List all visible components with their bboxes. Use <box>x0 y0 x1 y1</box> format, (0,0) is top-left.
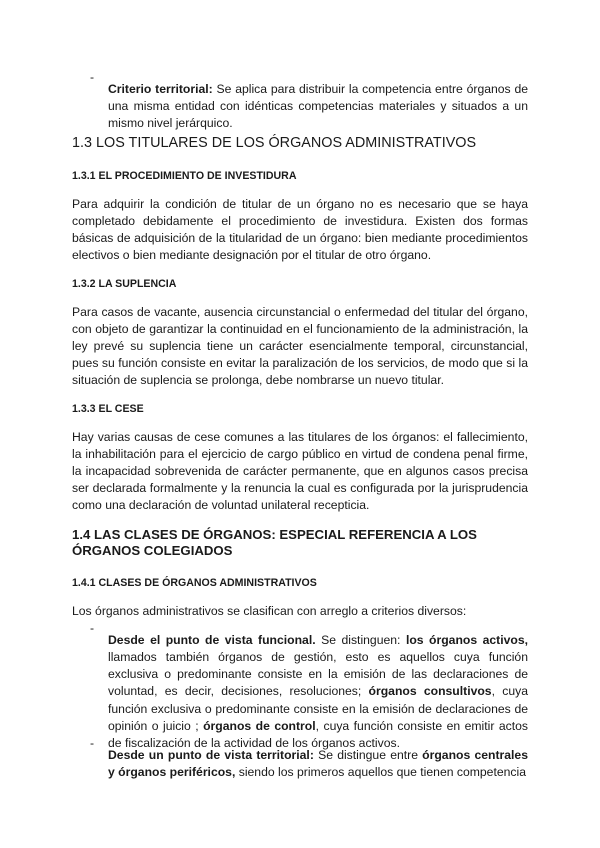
bullet-criterio-territorial <box>90 69 528 145</box>
paragraph-suplencia: Para casos de vacante, ausencia circunstancial o enfermedad del titular del órgano, con objeto de garantizar la continuidad en el funcionamiento de la administración, la ley prevé su suplencia tiene un carácter esencialmente temporal, circunstancial, pues su función consiste en evitar la paralización de los servicios, de modo que si la situación de suplencia se prolonga, debe nombrarse un nuevo titular. <box>72 305 528 388</box>
bullet-term: Criterio territorial: <box>108 82 213 97</box>
bullet-text: Desde un punto de vista territorial: Se distingue entre órganos centrales y órganos periféricos, siendo los primeros aquellos que tienen competencia <box>108 748 528 780</box>
bullet-dash: - <box>90 70 95 84</box>
section-heading-1-4: 1.4 LAS CLASES DE ÓRGANOS: ESPECIAL REFERENCIA A LOS ÓRGANOS COLEGIADOS <box>72 527 477 558</box>
subsection-heading-1-3-1: 1.3.1 EL PROCEDIMIENTO DE INVESTIDURA <box>72 170 297 182</box>
bullet-dash: - <box>90 736 95 750</box>
subsection-heading-1-3-2: 1.3.2 LA SUPLENCIA <box>72 278 177 290</box>
paragraph-cese: Hay varias causas de cese comunes a las titulares de los órganos: el fallecimiento, la inhabilitación para el ejercicio de cargo público en virtud de condena penal firme, la incapacidad sobrevenida de carácter permanente, que en algunos casos precisa ser declarada formalmente y la renuncia la cual es configurada por la jurisprudencia como una declaración de voluntad unilateral recepticia. <box>72 430 528 513</box>
paragraph-investidura: Para adquirir la condición de titular de un órgano no es necesario que se haya completado debidamente el procedimiento de investidura. Existen dos formas básicas de adquisición de la titularidad de un órgano: bien mediante procedimientos electivos o bien mediante designación por el titular de otro órgano. <box>72 197 528 263</box>
subsection-heading-1-3-3: 1.3.3 EL CESE <box>72 403 144 415</box>
bullet-text: Criterio territorial: Se aplica para distribuir la competencia entre órganos de una misma entidad con idénticas competencias materiales y situados a un mismo nivel jerárquico. <box>108 82 528 131</box>
bullet-dash: - <box>90 621 95 635</box>
bullet-text: Desde el punto de vista funcional. Se distinguen: los órganos activos, llamados también órganos de gestión, esto es aquellos cuya función exclusiva o predominante consiste en la emisión de las declaraciones de voluntad, es decir, decisiones, resoluciones; órganos consultivos, cuya función exclusiva o predominante consiste en la emisión de declaraciones de opinión o juicio ; órganos de control, cuya función consiste en emitir actos de fiscalización de la actividad de los órganos activos. <box>108 633 529 750</box>
section-heading-1-3: 1.3 LOS TITULARES DE LOS ÓRGANOS ADMINISTRATIVOS <box>72 135 477 151</box>
subsection-heading-1-4-1: 1.4.1 CLASES DE ÓRGANOS ADMINISTRATIVOS <box>72 577 317 589</box>
bullet-punto-vista-territorial <box>90 735 528 794</box>
paragraph-clases-intro: Los órganos administrativos se clasifican con arreglo a criterios diversos: <box>72 604 467 618</box>
